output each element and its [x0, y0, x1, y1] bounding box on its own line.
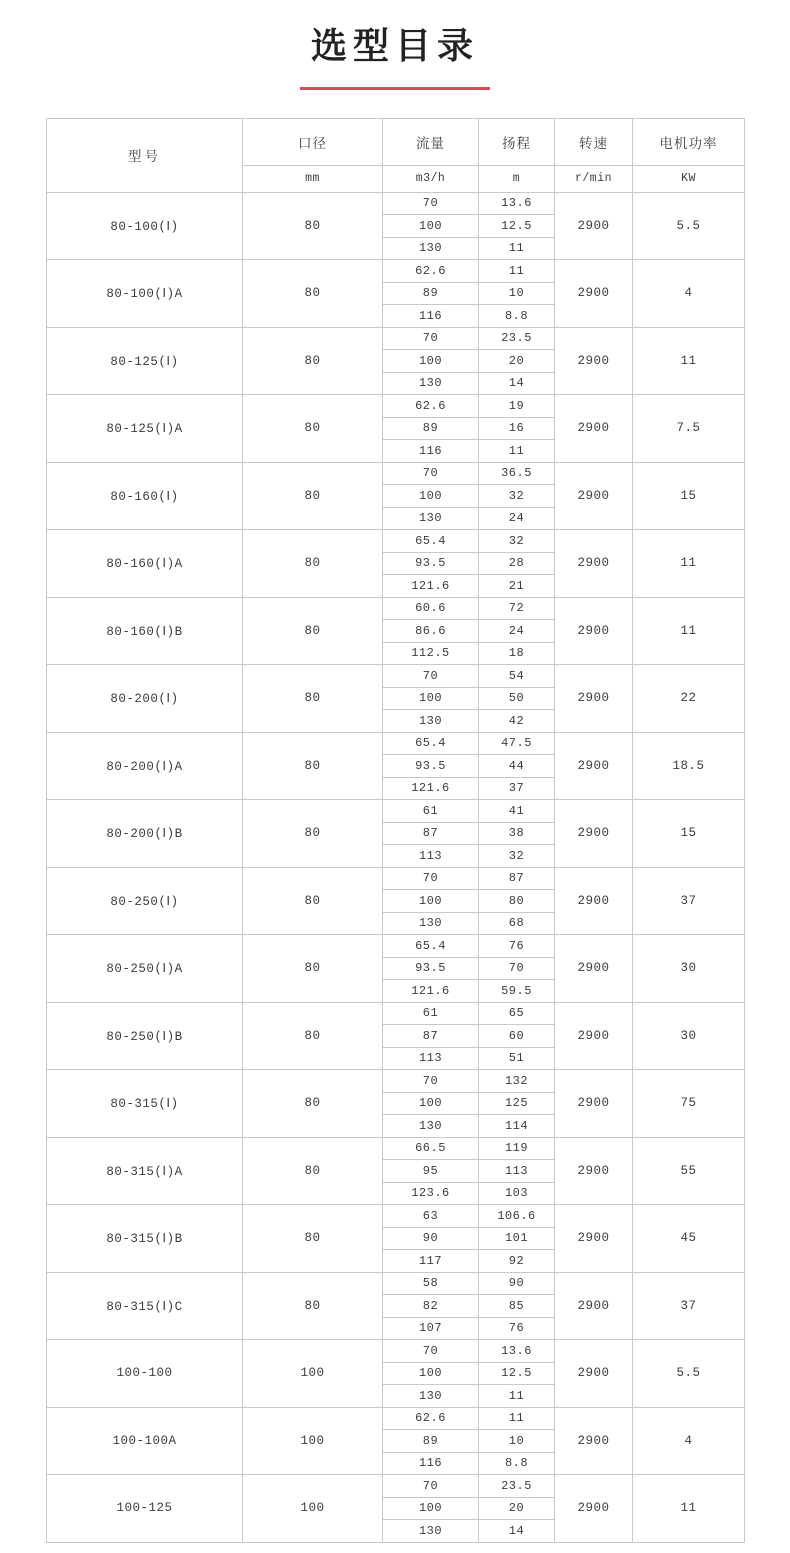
- cell-power: 18.5: [633, 732, 745, 800]
- cell-flow: 100: [383, 215, 479, 238]
- header-power: 电机功率: [633, 118, 745, 165]
- cell-flow: 93.5: [383, 957, 479, 980]
- table-row: [47, 1340, 745, 1363]
- cell-flow: 100: [383, 350, 479, 373]
- cell-model: 80-250(Ⅰ): [47, 867, 243, 935]
- cell-model: 80-125(Ⅰ)A: [47, 395, 243, 463]
- cell-flow: 65.4: [383, 732, 479, 755]
- cell-flow: 130: [383, 372, 479, 395]
- table-row: [47, 732, 745, 755]
- cell-bore: 80: [243, 935, 383, 1003]
- cell-flow: 100: [383, 687, 479, 710]
- cell-flow: 100: [383, 1497, 479, 1520]
- cell-head: 13.6: [479, 1340, 555, 1363]
- table-row: [47, 665, 745, 688]
- cell-model: 80-160(Ⅰ)B: [47, 597, 243, 665]
- cell-power: 15: [633, 462, 745, 530]
- cell-flow: 93.5: [383, 552, 479, 575]
- cell-head: 12.5: [479, 1362, 555, 1385]
- cell-flow: 63: [383, 1205, 479, 1228]
- cell-flow: 89: [383, 1430, 479, 1453]
- cell-head: 20: [479, 350, 555, 373]
- cell-flow: 123.6: [383, 1182, 479, 1205]
- cell-speed: 2900: [555, 1340, 633, 1408]
- cell-flow: 121.6: [383, 575, 479, 598]
- cell-flow: 100: [383, 890, 479, 913]
- cell-bore: 80: [243, 260, 383, 328]
- cell-head: 80: [479, 890, 555, 913]
- cell-flow: 87: [383, 822, 479, 845]
- cell-head: 76: [479, 1317, 555, 1340]
- cell-bore: 80: [243, 1205, 383, 1273]
- cell-head: 23.5: [479, 327, 555, 350]
- cell-head: 11: [479, 1407, 555, 1430]
- cell-flow: 116: [383, 1452, 479, 1475]
- cell-bore: 80: [243, 395, 383, 463]
- cell-head: 106.6: [479, 1205, 555, 1228]
- cell-bore: 80: [243, 1137, 383, 1205]
- cell-head: 28: [479, 552, 555, 575]
- cell-model: 80-200(Ⅰ)A: [47, 732, 243, 800]
- cell-flow: 113: [383, 1047, 479, 1070]
- cell-model: 80-200(Ⅰ)B: [47, 800, 243, 868]
- cell-head: 42: [479, 710, 555, 733]
- table-row: [47, 1137, 745, 1160]
- cell-flow: 130: [383, 710, 479, 733]
- cell-speed: 2900: [555, 1407, 633, 1475]
- cell-power: 22: [633, 665, 745, 733]
- cell-power: 5.5: [633, 192, 745, 260]
- cell-flow: 89: [383, 417, 479, 440]
- cell-flow: 121.6: [383, 980, 479, 1003]
- cell-head: 113: [479, 1160, 555, 1183]
- cell-head: 60: [479, 1025, 555, 1048]
- cell-model: 80-315(Ⅰ)A: [47, 1137, 243, 1205]
- cell-head: 32: [479, 485, 555, 508]
- cell-head: 103: [479, 1182, 555, 1205]
- table-row: [47, 327, 745, 350]
- cell-power: 11: [633, 327, 745, 395]
- unit-flow: m3/h: [383, 165, 479, 192]
- cell-model: 80-315(Ⅰ)B: [47, 1205, 243, 1273]
- header-head: 扬程: [479, 118, 555, 165]
- cell-power: 55: [633, 1137, 745, 1205]
- cell-power: 11: [633, 530, 745, 598]
- cell-head: 11: [479, 1385, 555, 1408]
- cell-flow: 70: [383, 462, 479, 485]
- cell-head: 41: [479, 800, 555, 823]
- cell-head: 14: [479, 1520, 555, 1543]
- cell-head: 101: [479, 1227, 555, 1250]
- cell-speed: 2900: [555, 1272, 633, 1340]
- table-row: [47, 1407, 745, 1430]
- cell-head: 114: [479, 1115, 555, 1138]
- cell-flow: 130: [383, 912, 479, 935]
- cell-model: 80-315(Ⅰ)C: [47, 1272, 243, 1340]
- title-block: [0, 0, 790, 90]
- cell-flow: 93.5: [383, 755, 479, 778]
- cell-head: 11: [479, 440, 555, 463]
- cell-head: 44: [479, 755, 555, 778]
- cell-speed: 2900: [555, 530, 633, 598]
- cell-head: 10: [479, 1430, 555, 1453]
- cell-head: 132: [479, 1070, 555, 1093]
- cell-model: 80-250(Ⅰ)A: [47, 935, 243, 1003]
- table-row: [47, 260, 745, 283]
- cell-flow: 130: [383, 1385, 479, 1408]
- cell-head: 37: [479, 777, 555, 800]
- cell-speed: 2900: [555, 1002, 633, 1070]
- cell-flow: 62.6: [383, 395, 479, 418]
- selection-spec-table: [46, 118, 745, 1543]
- cell-power: 30: [633, 1002, 745, 1070]
- cell-power: 5.5: [633, 1340, 745, 1408]
- table-row: [47, 800, 745, 823]
- cell-head: 20: [479, 1497, 555, 1520]
- cell-bore: 80: [243, 462, 383, 530]
- unit-power: KW: [633, 165, 745, 192]
- cell-flow: 70: [383, 1070, 479, 1093]
- cell-model: 80-125(Ⅰ): [47, 327, 243, 395]
- cell-head: 50: [479, 687, 555, 710]
- cell-flow: 100: [383, 1092, 479, 1115]
- cell-flow: 65.4: [383, 530, 479, 553]
- cell-power: 7.5: [633, 395, 745, 463]
- cell-speed: 2900: [555, 597, 633, 665]
- cell-speed: 2900: [555, 395, 633, 463]
- cell-head: 125: [479, 1092, 555, 1115]
- cell-head: 11: [479, 260, 555, 283]
- cell-flow: 116: [383, 305, 479, 328]
- table-row: [47, 192, 745, 215]
- cell-head: 32: [479, 530, 555, 553]
- cell-head: 12.5: [479, 215, 555, 238]
- table-header-row: [47, 118, 745, 165]
- table-row: [47, 395, 745, 418]
- cell-head: 16: [479, 417, 555, 440]
- table-head: [47, 118, 745, 192]
- cell-head: 11: [479, 237, 555, 260]
- cell-flow: 62.6: [383, 260, 479, 283]
- cell-head: 51: [479, 1047, 555, 1070]
- cell-power: 15: [633, 800, 745, 868]
- cell-flow: 70: [383, 867, 479, 890]
- header-bore: 口径: [243, 118, 383, 165]
- cell-speed: 2900: [555, 1070, 633, 1138]
- cell-speed: 2900: [555, 1205, 633, 1273]
- cell-flow: 62.6: [383, 1407, 479, 1430]
- cell-head: 87: [479, 867, 555, 890]
- cell-bore: 80: [243, 192, 383, 260]
- table-row: [47, 1272, 745, 1295]
- cell-flow: 70: [383, 665, 479, 688]
- cell-head: 32: [479, 845, 555, 868]
- cell-model: 80-315(Ⅰ): [47, 1070, 243, 1138]
- cell-bore: 80: [243, 867, 383, 935]
- cell-bore: 80: [243, 597, 383, 665]
- unit-speed: r/min: [555, 165, 633, 192]
- table-body: [47, 192, 745, 1542]
- cell-flow: 113: [383, 845, 479, 868]
- cell-speed: 2900: [555, 192, 633, 260]
- page-title: 选型目录: [310, 25, 479, 66]
- cell-bore: 80: [243, 800, 383, 868]
- cell-power: 11: [633, 1475, 745, 1543]
- cell-model: 80-200(Ⅰ): [47, 665, 243, 733]
- cell-bore: 80: [243, 530, 383, 598]
- cell-head: 68: [479, 912, 555, 935]
- cell-head: 24: [479, 620, 555, 643]
- cell-speed: 2900: [555, 935, 633, 1003]
- cell-speed: 2900: [555, 327, 633, 395]
- cell-flow: 70: [383, 192, 479, 215]
- cell-power: 4: [633, 260, 745, 328]
- cell-flow: 117: [383, 1250, 479, 1273]
- cell-bore: 100: [243, 1475, 383, 1543]
- cell-flow: 70: [383, 1475, 479, 1498]
- cell-head: 18: [479, 642, 555, 665]
- table-row: [47, 597, 745, 620]
- unit-bore: mm: [243, 165, 383, 192]
- header-model: 型号: [47, 118, 243, 192]
- cell-model: 80-160(Ⅰ)A: [47, 530, 243, 598]
- cell-model: 80-160(Ⅰ): [47, 462, 243, 530]
- table-row: [47, 1475, 745, 1498]
- cell-head: 119: [479, 1137, 555, 1160]
- table-row: [47, 1070, 745, 1093]
- cell-flow: 89: [383, 282, 479, 305]
- cell-model: 100-125: [47, 1475, 243, 1543]
- cell-speed: 2900: [555, 867, 633, 935]
- cell-flow: 70: [383, 1340, 479, 1363]
- cell-power: 30: [633, 935, 745, 1003]
- cell-flow: 112.5: [383, 642, 479, 665]
- cell-flow: 121.6: [383, 777, 479, 800]
- cell-speed: 2900: [555, 260, 633, 328]
- cell-head: 90: [479, 1272, 555, 1295]
- cell-speed: 2900: [555, 732, 633, 800]
- cell-head: 54: [479, 665, 555, 688]
- cell-flow: 66.5: [383, 1137, 479, 1160]
- cell-flow: 100: [383, 1362, 479, 1385]
- cell-speed: 2900: [555, 665, 633, 733]
- cell-flow: 116: [383, 440, 479, 463]
- cell-flow: 100: [383, 485, 479, 508]
- cell-power: 45: [633, 1205, 745, 1273]
- cell-head: 47.5: [479, 732, 555, 755]
- cell-head: 92: [479, 1250, 555, 1273]
- cell-head: 8.8: [479, 305, 555, 328]
- cell-flow: 107: [383, 1317, 479, 1340]
- cell-bore: 80: [243, 1272, 383, 1340]
- cell-flow: 70: [383, 327, 479, 350]
- cell-flow: 130: [383, 1115, 479, 1138]
- cell-head: 14: [479, 372, 555, 395]
- cell-flow: 86.6: [383, 620, 479, 643]
- cell-head: 13.6: [479, 192, 555, 215]
- title-underline: [300, 87, 490, 90]
- cell-flow: 90: [383, 1227, 479, 1250]
- table-row: [47, 530, 745, 553]
- cell-bore: 80: [243, 665, 383, 733]
- cell-flow: 65.4: [383, 935, 479, 958]
- table-row: [47, 935, 745, 958]
- cell-flow: 82: [383, 1295, 479, 1318]
- cell-flow: 95: [383, 1160, 479, 1183]
- cell-head: 23.5: [479, 1475, 555, 1498]
- table-row: [47, 462, 745, 485]
- cell-flow: 61: [383, 1002, 479, 1025]
- cell-head: 21: [479, 575, 555, 598]
- cell-speed: 2900: [555, 1137, 633, 1205]
- cell-model: 80-100(Ⅰ)A: [47, 260, 243, 328]
- cell-head: 72: [479, 597, 555, 620]
- cell-bore: 80: [243, 1002, 383, 1070]
- header-flow: 流量: [383, 118, 479, 165]
- cell-head: 38: [479, 822, 555, 845]
- cell-speed: 2900: [555, 1475, 633, 1543]
- cell-flow: 87: [383, 1025, 479, 1048]
- cell-flow: 60.6: [383, 597, 479, 620]
- cell-bore: 80: [243, 732, 383, 800]
- cell-flow: 130: [383, 237, 479, 260]
- cell-flow: 58: [383, 1272, 479, 1295]
- cell-bore: 100: [243, 1340, 383, 1408]
- cell-head: 10: [479, 282, 555, 305]
- cell-head: 59.5: [479, 980, 555, 1003]
- cell-power: 11: [633, 597, 745, 665]
- cell-head: 36.5: [479, 462, 555, 485]
- cell-flow: 130: [383, 1520, 479, 1543]
- cell-head: 65: [479, 1002, 555, 1025]
- cell-bore: 80: [243, 1070, 383, 1138]
- cell-power: 75: [633, 1070, 745, 1138]
- table-row: [47, 1205, 745, 1228]
- cell-head: 85: [479, 1295, 555, 1318]
- cell-power: 37: [633, 867, 745, 935]
- cell-model: 100-100A: [47, 1407, 243, 1475]
- cell-model: 80-250(Ⅰ)B: [47, 1002, 243, 1070]
- cell-model: 100-100: [47, 1340, 243, 1408]
- cell-flow: 130: [383, 507, 479, 530]
- cell-head: 24: [479, 507, 555, 530]
- cell-flow: 61: [383, 800, 479, 823]
- unit-head: m: [479, 165, 555, 192]
- cell-power: 37: [633, 1272, 745, 1340]
- cell-model: 80-100(Ⅰ): [47, 192, 243, 260]
- cell-power: 4: [633, 1407, 745, 1475]
- cell-bore: 100: [243, 1407, 383, 1475]
- table-row: [47, 1002, 745, 1025]
- cell-speed: 2900: [555, 462, 633, 530]
- table-row: [47, 867, 745, 890]
- cell-head: 70: [479, 957, 555, 980]
- cell-head: 19: [479, 395, 555, 418]
- cell-bore: 80: [243, 327, 383, 395]
- cell-speed: 2900: [555, 800, 633, 868]
- cell-head: 8.8: [479, 1452, 555, 1475]
- header-speed: 转速: [555, 118, 633, 165]
- spec-table-wrap: [46, 118, 744, 1543]
- cell-head: 76: [479, 935, 555, 958]
